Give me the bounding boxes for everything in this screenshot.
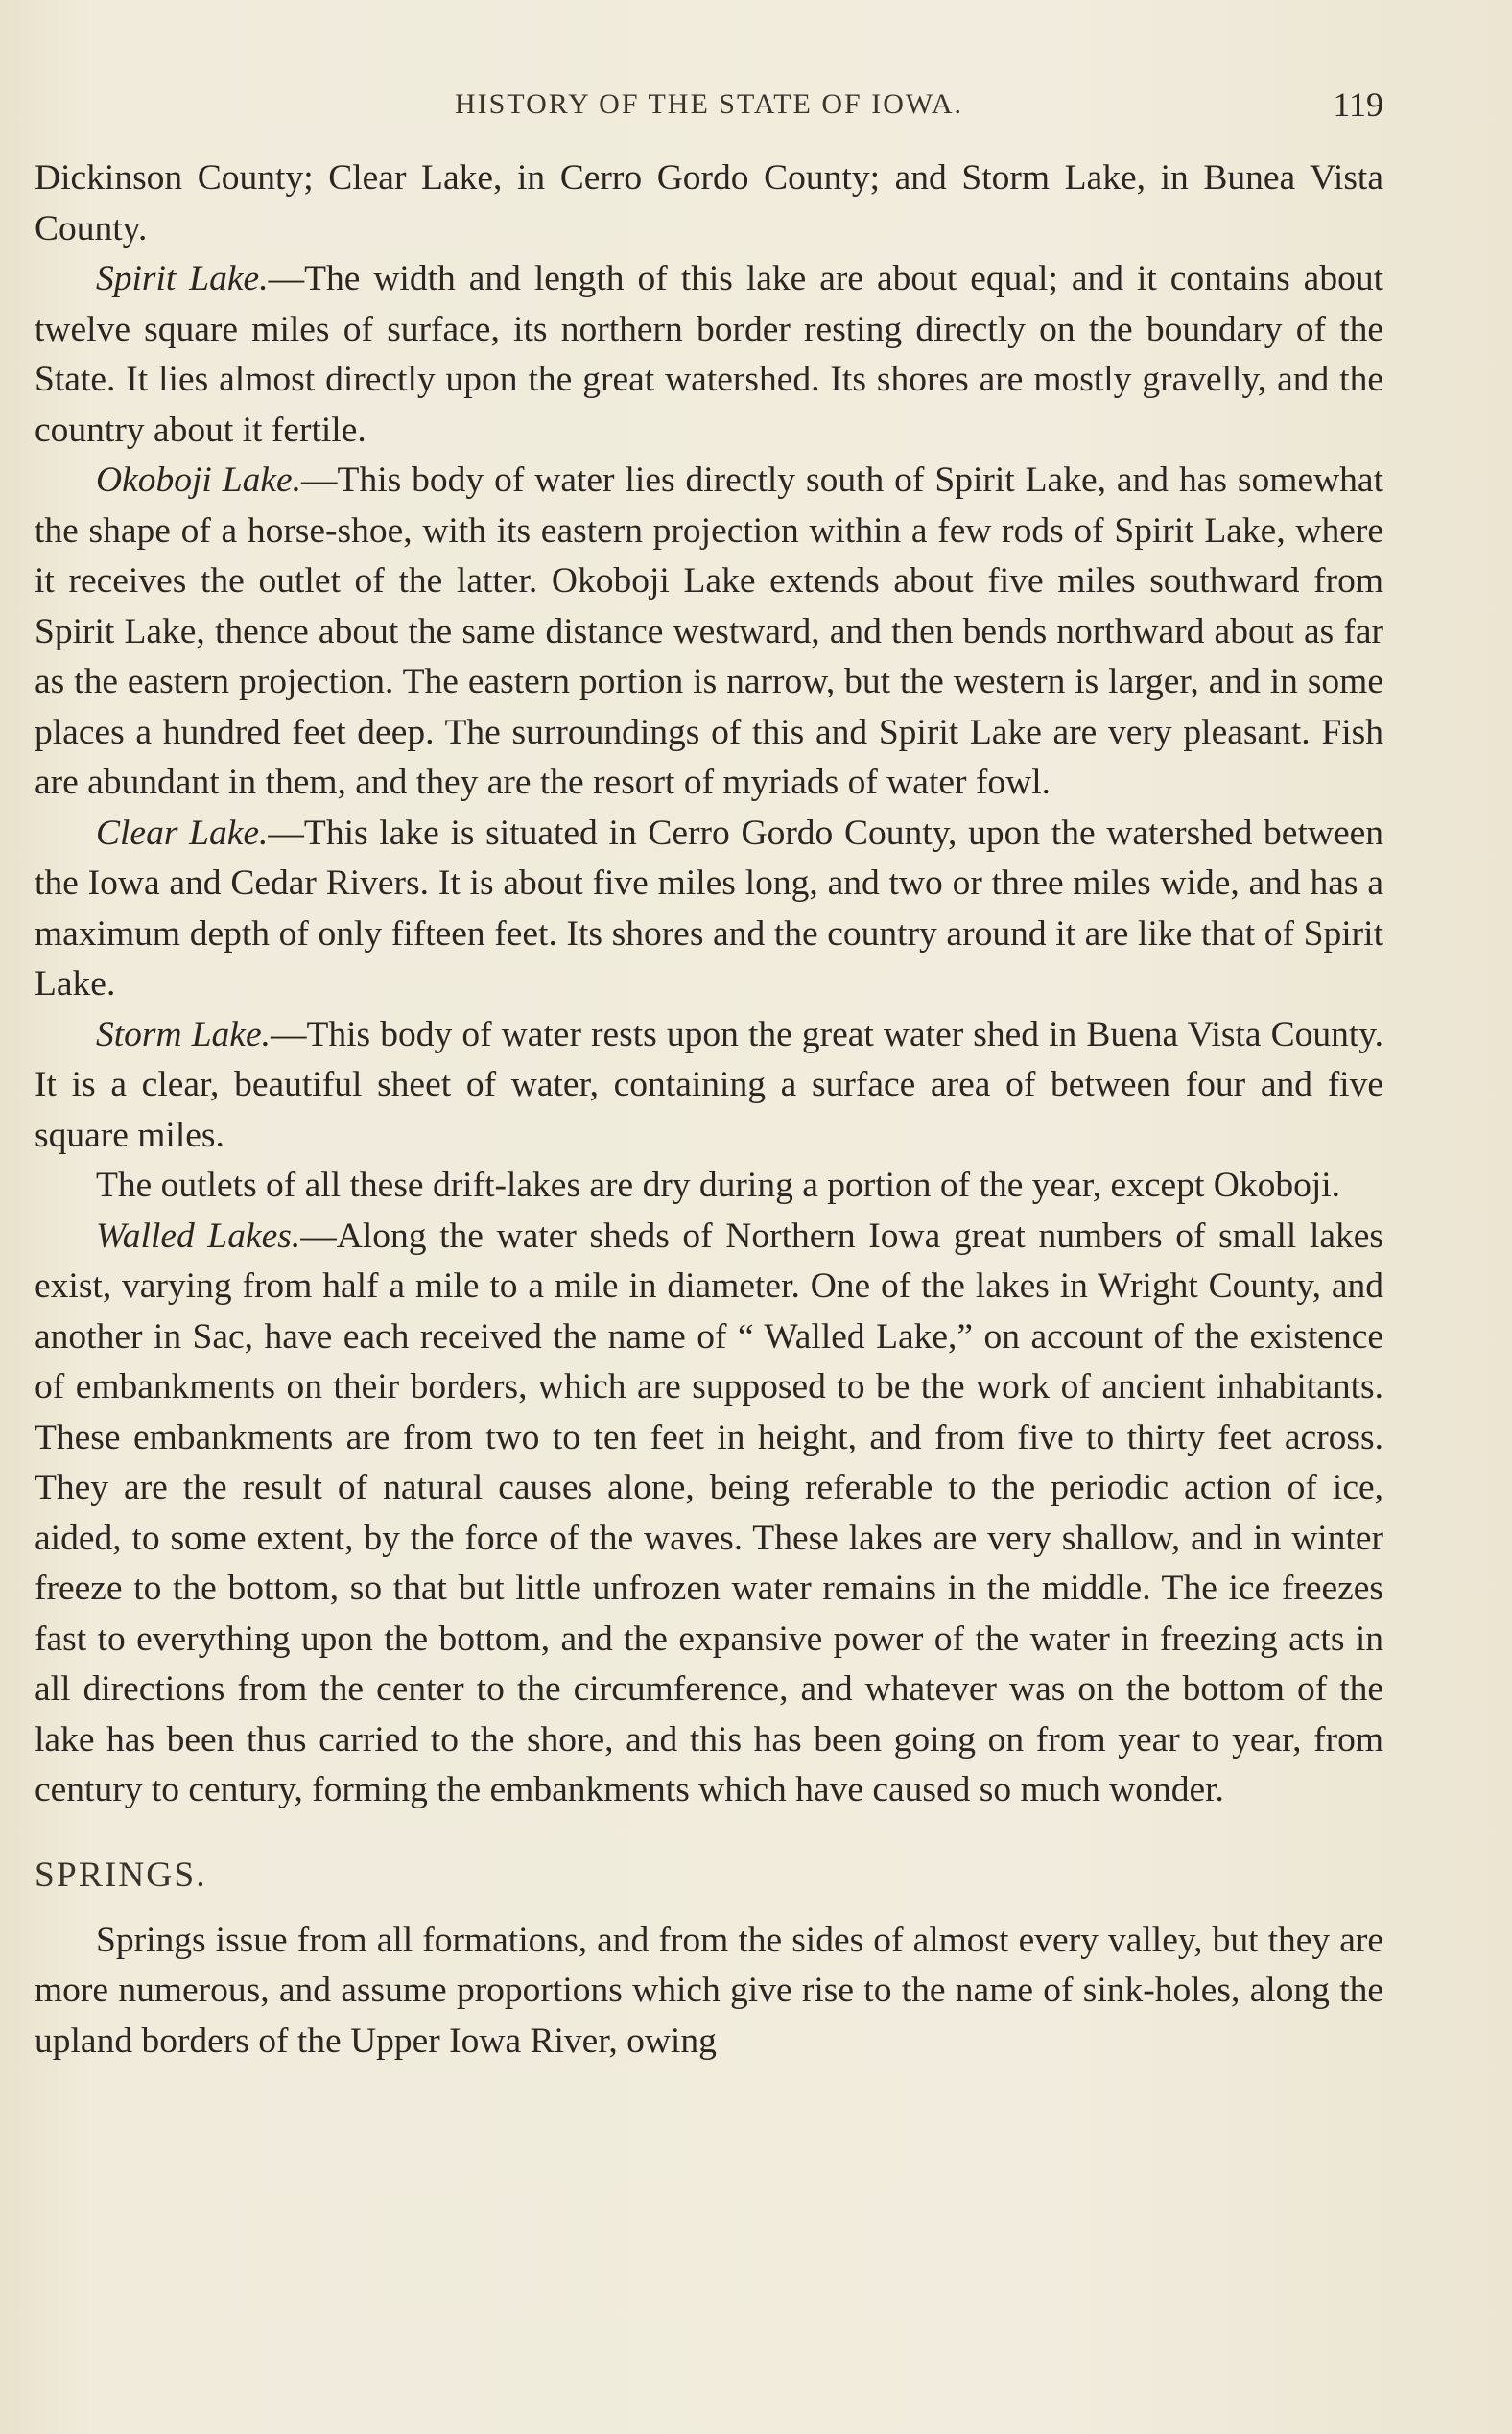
- paragraph-text: —The width and length of this lake are about equal; and it contains about twelve square miles of surface, its northern border resting directly on the boundary of the State. It lies almost directly upon the great watershed. Its shores are mostly gravelly, and the country about it fertile.: [35, 259, 1383, 450]
- paragraph-text: —Along the water sheds of Northern Iowa great numbers of small lakes exist, varying from half a mile to a mile in diameter. One of the lakes in Wright County, and another in Sac, have each received the name of “ Walled Lake,” on account of the existence of embankments on their borders, which are supposed to be the work of ancient inhabitants. These embankments are from two to ten feet in height, and from five to thirty feet across. They are the result of natural causes alone, being referable to the periodic action of ice, aided, to some extent, by the force of the waves. These lakes are very shallow, and in winter freeze to the bottom, so that but little unfrozen water remains in the middle. The ice freezes fast to everything upon the bottom, and the expansive power of the water in freezing acts in all directions from the center to the circumference, and whatever was on the bottom of the lake has been thus carried to the shore, and this has been going on from year to year, from century to century, forming the embankments which have caused so much wonder.: [35, 1216, 1383, 1809]
- page-body: [35, 154, 1383, 2067]
- page-header: [35, 84, 1383, 130]
- paragraph-okoboji-lake: [35, 456, 1383, 809]
- paragraph-text: —This body of water lies directly south of Spirit Lake, and has somewhat the shape of a horse-shoe, with its eastern projection within a few rods of Spirit Lake, where it receives the outlet of the latter. Okoboji Lake extends about five miles southward from Spirit Lake, thence about the same distance westward, and then bends northward about as far as the eastern projection. The eastern portion is narrow, but the western is larger, and in some places a hundred feet deep. The surroundings of this and Spirit Lake are very pleasant. Fish are abundant in them, and they are the resort of myriads of water fowl.: [35, 461, 1383, 802]
- paragraph-text: The outlets of all these drift-lakes are dry during a portion of the year, except Okoboji.: [96, 1166, 1341, 1205]
- paragraph-spirit-lake: [35, 254, 1383, 456]
- section-heading-springs: SPRINGS.: [35, 1855, 207, 1895]
- paragraph-text: —This lake is situated in Cerro Gordo County, upon the watershed between the Iowa and Cedar Rivers. It is about five miles long, and two or three miles wide, and has a maximum depth of only fifteen feet. Its shores and the country around it are like that of Spirit Lake.: [35, 813, 1383, 1004]
- lake-heading-okoboji-lake: Okoboji Lake.: [96, 461, 302, 500]
- paragraph-text: —This body of water rests upon the great water shed in Buena Vista County. It is a clear, beautiful sheet of water, containing a surface area of between four and five square miles.: [35, 1014, 1383, 1155]
- paragraph-clear-lake: [35, 809, 1383, 1010]
- paragraph-text: Springs issue from all formations, and from the sides of almost every valley, but they are more numerous, and assume proportions which give rise to the name of sink-holes, along the upland borders of the Upper Iowa River, owing: [35, 1920, 1383, 2061]
- lake-heading-spirit-lake: Spirit Lake.: [96, 259, 269, 298]
- paragraph-springs: [35, 1916, 1383, 2068]
- paragraph-continuation: [35, 154, 1383, 254]
- page-number: 119: [1333, 85, 1383, 124]
- paragraph-walled-lakes: [35, 1212, 1383, 1816]
- lake-heading-storm-lake: Storm Lake.: [96, 1014, 271, 1054]
- paragraph-text: Dickinson County; Clear Lake, in Cerro Gordo County; and Storm Lake, in Bunea Vista County.: [35, 158, 1383, 248]
- paragraph-storm-lake: [35, 1010, 1383, 1162]
- paragraph-outlets: [35, 1161, 1383, 1212]
- running-head: HISTORY OF THE STATE OF IOWA.: [454, 88, 964, 120]
- lake-heading-walled-lakes: Walled Lakes.: [96, 1216, 301, 1256]
- lake-heading-clear-lake: Clear Lake.: [96, 813, 269, 853]
